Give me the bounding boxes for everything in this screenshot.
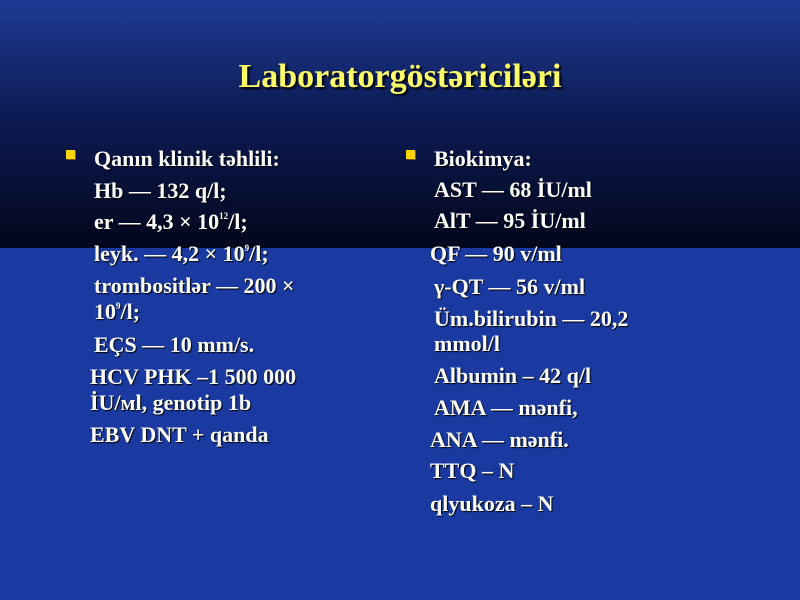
tromb-value-line2: $10^9/l$;	[94, 299, 141, 324]
ecs-value: EÇS — 10 mm/s.	[94, 332, 255, 357]
slide-title: Laboratorgöstəriciləri	[238, 58, 562, 95]
ama-value: AMA — mənfi,	[434, 395, 578, 420]
gqt-value: γ-QT — 56 v/ml	[434, 274, 586, 299]
albumin-value: Albumin – 42 q/l	[434, 363, 592, 388]
ana-value: ANA — mənfi.	[430, 427, 569, 452]
bilirubin-value-line1: Üm.bilirubin — 20,2	[434, 306, 629, 331]
leyk-value: leyk. — $4,2 \times 10^9/l$;	[94, 241, 269, 266]
qlyukoza-value: qlyukoza – N	[430, 491, 554, 516]
bullet-icon	[406, 150, 415, 159]
left-heading: Qanın klinik təhlili:	[94, 146, 280, 171]
ebv-value: EBV DNT + qanda	[90, 422, 269, 447]
tromb-value-line1: trombositlər — 200 ×	[94, 273, 295, 298]
er-value: er — $4,3 \times 10^{12}/l$;	[94, 209, 248, 234]
ast-value: AST — 68 İU/ml	[434, 177, 592, 202]
qf-value: QF — 90 v/ml	[430, 241, 562, 266]
alt-value: AlT — 95 İU/ml	[434, 208, 586, 233]
hcv-value-line1: HCV PHK –1 500 000	[90, 364, 297, 389]
bullet-icon	[66, 150, 75, 159]
hcv-value-line2: İU/мl, genotip 1b	[90, 390, 252, 415]
right-heading: Biokimya:	[434, 146, 532, 171]
ttq-value: TTQ – N	[430, 458, 515, 483]
bilirubin-value-line2: mmol/l	[434, 331, 500, 356]
hb-value: Hb — 132 q/l;	[94, 178, 227, 203]
